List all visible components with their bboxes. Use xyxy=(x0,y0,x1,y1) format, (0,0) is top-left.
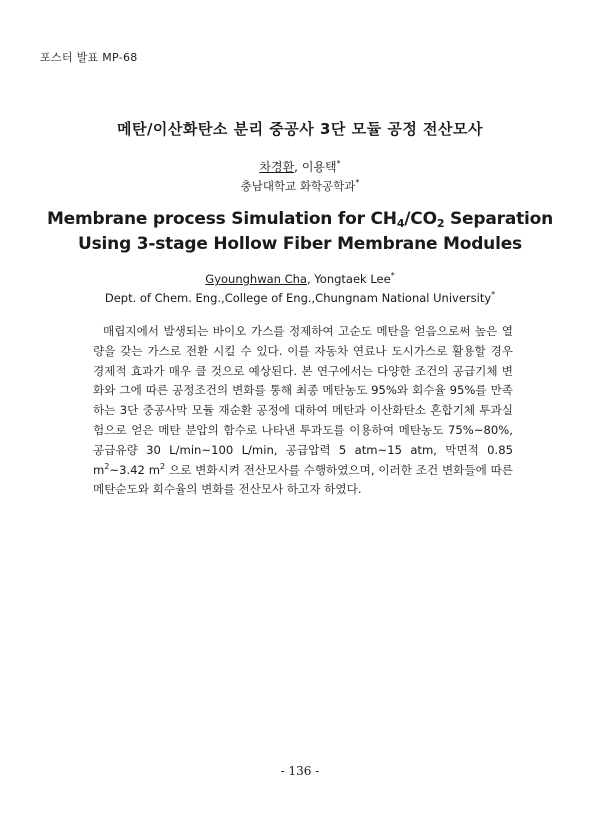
english-affiliation-text: Dept. of Chem. Eng.,College of Eng.,Chungnam National University xyxy=(104,291,492,305)
page-number: - 136 - xyxy=(280,764,320,778)
abstract-sup-1: 2 xyxy=(104,461,110,471)
english-affiliation-star: * xyxy=(491,290,496,299)
abstract-text-2: ~3.42 m xyxy=(109,462,161,477)
english-author-presenter: Gyounghwan Cha xyxy=(205,272,307,286)
english-title-line2: Using 3-stage Hollow Fiber Membrane Modules xyxy=(78,234,522,254)
korean-title: 메탄/이산화탄소 분리 중공사 3단 모듈 공정 전산모사 xyxy=(116,120,484,138)
korean-affiliation-text: 충남대학교 화학공학과 xyxy=(240,179,356,193)
abstract-text-1: 매립지에서 발생되는 바이오 가스를 정제하여 고순도 메탄을 얻음으로써 높은 열량을 갖는 가스로 전환 시킬 수 있다. 이를 자동차 연료나 도시가스로 활용할 경우 경제적 효과가 매우 클 것으로 예상된다. 본 연구에서는 다양한 조건의 공급기체 변화와 그에 따른 공정조건의 변화를 통해 최종 메탄농도 95%와 회수율 95%를 만족하는 3단 중공사막 모듈 재순환 공정에 대하여 메탄과 이산화탄소 혼합기체 투과실험으로 얻은 메탄 분압의 함수로 나타낸 투과도를 이용하여 메탄농도 75%~80%, 공급유량 30 L/min~100 L/min, 공급압력 5 atm~15 atm, 막면적 0.85 m xyxy=(93,324,513,477)
english-title xyxy=(0,207,600,257)
english-author-star: * xyxy=(390,271,395,280)
korean-author-star: * xyxy=(336,159,341,168)
english-title-sub-2: 2 xyxy=(436,217,445,230)
korean-authors xyxy=(0,158,600,175)
english-affiliation xyxy=(0,291,600,305)
abstract-text-3: 으로 변화시켜 전산모사를 수행하였으며, 이러한 조건 변화들에 따른 메탄순도와 회수율의 변화를 전산모사 하고자 하였다. xyxy=(93,462,513,497)
korean-affiliation-star: * xyxy=(355,178,360,187)
english-author-corresponding: Yongtaek Lee xyxy=(314,272,391,286)
english-title-line1 xyxy=(0,207,600,232)
abstract-paragraph xyxy=(93,322,513,500)
korean-author-separator: , xyxy=(294,160,302,174)
english-title-text-b: /CO xyxy=(404,209,437,229)
english-author-separator: , xyxy=(306,272,315,286)
session-label: 포스터 발표 MP-68 xyxy=(40,51,138,64)
english-title-text-c: Separation xyxy=(444,209,554,229)
english-authors xyxy=(0,272,600,286)
korean-affiliation xyxy=(0,178,600,194)
korean-author-corresponding: 이용택 xyxy=(301,160,337,174)
abstract-sup-2: 2 xyxy=(160,461,166,471)
english-title-sub-4: 4 xyxy=(396,217,405,230)
korean-author-presenter: 차경환 xyxy=(259,160,295,174)
english-title-text-a: Membrane process Simulation for CH xyxy=(46,209,397,229)
